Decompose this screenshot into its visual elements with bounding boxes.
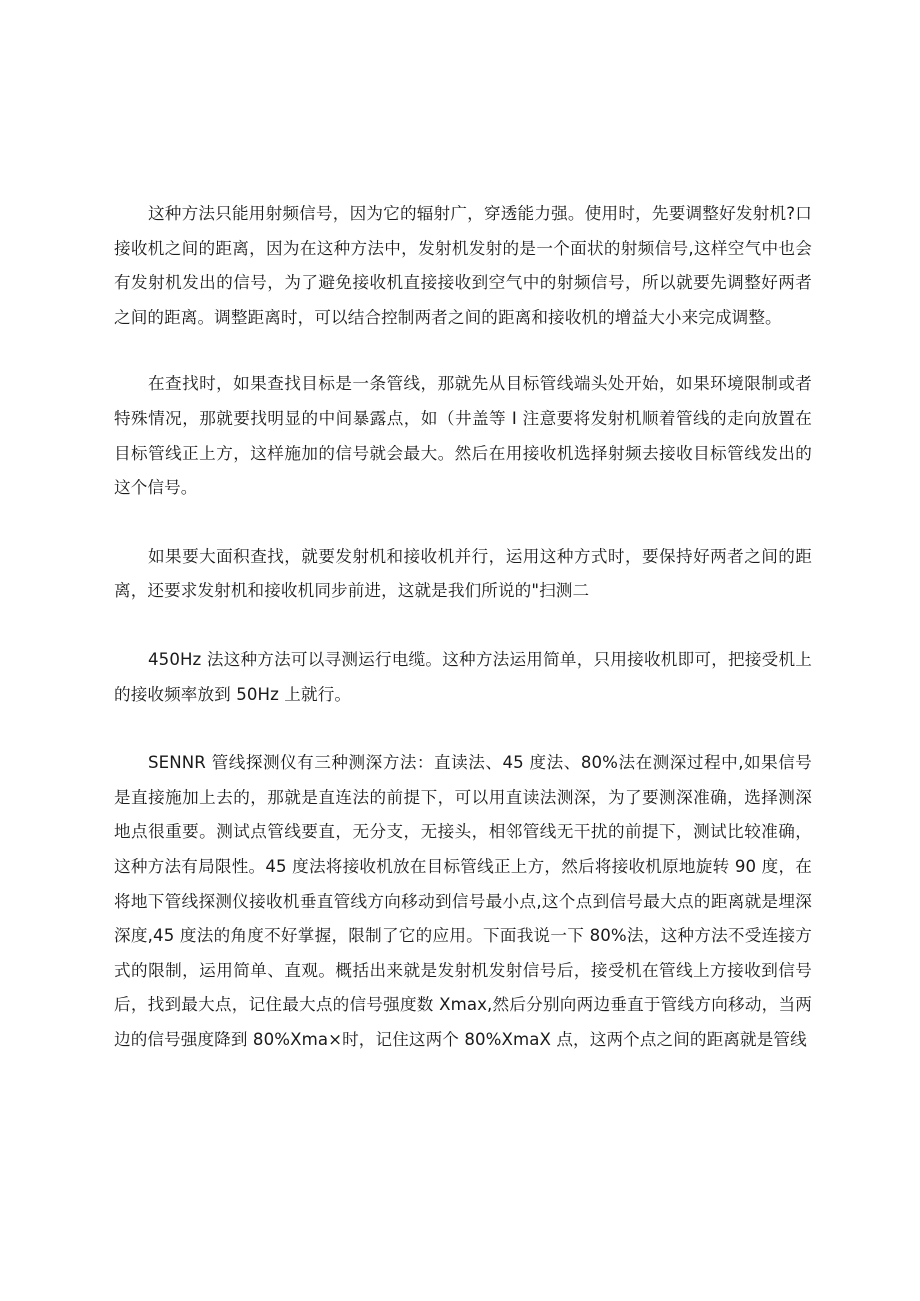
document-body (114, 197, 812, 1057)
paragraph-search-procedure: 在查找时，如果查找目标是一条管线，那就先从目标管线端头处开始，如果环境限制或者特殊情况，那就要找明显的中间暴露点，如（井盖等 I 注意要将发射机顺着管线的走向放置在目标管线正上方，这样施加的信号就会最大。然后在用接收机选择射频去接收目标管线发出的这个信号。 (114, 374, 812, 498)
paragraph-rf-method: 这种方法只能用射频信号，因为它的辐射广，穿透能力强。使用时，先要调整好发射机?口接收机之间的距离，因为在这种方法中，发射机发射的是一个面状的射频信号,这样空气中也会有发射机发出的信号，为了避免接收机直接接收到空气中的射频信号，所以就要先调整好两者之间的距离。调整距离时，可以结合控制两者之间的距离和接收机的增益大小来完成调整。 (114, 204, 812, 327)
paragraph-50hz-method: 450Hz 法这种方法可以寻测运行电缆。这种方法运用简单，只用接收机即可，把接受机上的接收频率放到 50Hz 上就行。 (114, 649, 812, 704)
paragraph-depth-methods: SENNR 管线探测仪有三种测深方法：直读法、45 度法、80%法在测深过程中,如果信号是直接施加上去的，那就是直连法的前提下，可以用直读法测深，为了要测深准确，选择测深地点很重要。测试点管线要直，无分支，无接头，相邻管线无干扰的前提下，测试比较准确，这种方法有局限性。45 度法将接收机放在目标管线正上方，然后将接收机原地旋转 90 度，在将地下管线探测仪接收机垂直管线方向移动到信号最小点,这个点到信号最大点的距离就是埋深深度,45 度法的角度不好掌握，限制了它的应用。下面我说一下 80%法，这种方法不受连接方式的限制，运用简单、直观。概括出来就是发射机发射信号后，接受机在管线上方接收到信号后，找到最大点，记住最大点的信号强度数 Xmax,然后分别向两边垂直于管线方向移动，当两边的信号强度降到 80%Xma×时，记住这两个 80%XmaX 点，这两个点之间的距离就是管线 (114, 753, 812, 1049)
paragraph-large-area-search: 如果要大面积查找，就要发射机和接收机并行，运用这种方式时，要保持好两者之间的距离，还要求发射机和接收机同步前进，这就是我们所说的"扫测二 (114, 546, 812, 601)
